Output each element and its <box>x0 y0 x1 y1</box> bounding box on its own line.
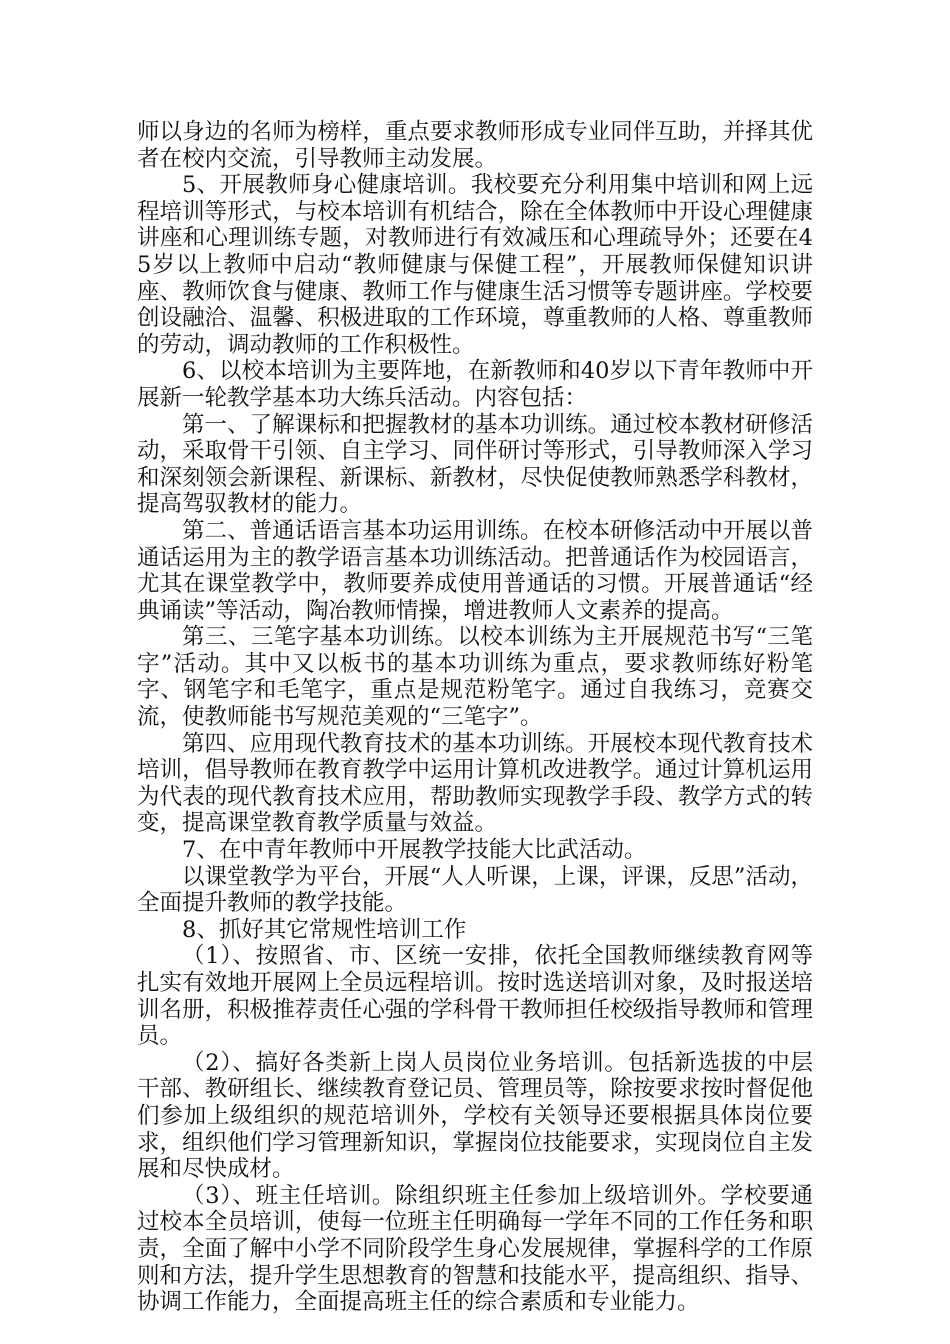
paragraph-item-8-1: （1）、按照省、市、区统一安排，依托全国教师继续教育网等扎实有效地开展网上全员远程培训。按时选送培训对象，及时报送培训名册，积极推荐责任心强的学科骨干教师担任校级指导教师和管理员。 <box>137 943 813 1050</box>
paragraph-item-8-3: （3）、班主任培训。除组织班主任参加上级培训外。学校要通过校本全员培训，使每一位班主任明确每一学年不同的工作任务和职责，全面了解中小学不同阶段学生身心发展规律，掌握科学的工作原则和方法，提升学生思想教育的智慧和技能水平，提高组织、指导、协调工作能力，全面提高班主任的综合素质和专业能力。 <box>137 1182 813 1316</box>
paragraph-item-7-detail: 以课堂教学为平台，开展“人人听课，上课，评课，反思”活动，全面提升教师的教学技能。 <box>137 863 813 917</box>
paragraph-sub-3: 第三、三笔字基本功训练。以校本训练为主开展规范书写“三笔字”活动。其中又以板书的基本功训练为重点，要求教师练好粉笔字、钢笔字和毛笔字，重点是规范粉笔字。通过自我练习，竞赛交流，使教师能书写规范美观的“三笔字”。 <box>137 624 813 731</box>
paragraph-item-5: 5、开展教师身心健康培训。我校要充分利用集中培训和网上远程培训等形式，与校本培训有机结合，除在全体教师中开设心理健康讲座和心理训练专题，对教师进行有效减压和心理疏导外；还要在45岁以上教师中启动“教师健康与保健工程”，开展教师保健知识讲座、教师饮食与健康、教师工作与健康生活习惯等专题讲座。学校要创设融洽、温馨、积极进取的工作环境，尊重教师的人格、尊重教师的劳动，调动教师的工作积极性。 <box>137 172 813 358</box>
paragraph-continuation: 师以身边的名师为榜样，重点要求教师形成专业同伴互助，并择其优者在校内交流，引导教师主动发展。 <box>137 119 813 172</box>
document-body <box>137 119 813 1316</box>
paragraph-item-6: 6、以校本培训为主要阵地，在新教师和40岁以下青年教师中开展新一轮教学基本功大练兵活动。内容包括： <box>137 358 813 411</box>
paragraph-item-8: 8、抓好其它常规性培训工作 <box>182 916 467 943</box>
paragraph-sub-2: 第二、普通话语言基本功运用训练。在校本研修活动中开展以普通话运用为主的教学语言基本功训练活动。把普通话作为校园语言，尤其在课堂教学中，教师要养成使用普通话的习惯。开展普通话“经典诵读”等活动，陶冶教师情操，增进教师人文素养的提高。 <box>137 517 813 624</box>
paragraph-item-8-2: （2）、搞好各类新上岗人员岗位业务培训。包括新选拔的中层干部、教研组长、继续教育登记员、管理员等，除按要求按时督促他们参加上级组织的规范培训外，学校有关领导还要根据具体岗位要求，组织他们学习管理新知识，掌握岗位技能要求，实现岗位自主发展和尽快成材。 <box>137 1049 813 1183</box>
paragraph-sub-1: 第一、了解课标和把握教材的基本功训练。通过校本教材研修活动，采取骨干引领、自主学习、同伴研讨等形式，引导教师深入学习和深刻领会新课程、新课标、新教材，尽快促使教师熟悉学科教材，提高驾驭教材的能力。 <box>137 411 813 518</box>
paragraph-item-7: 7、在中青年教师中开展教学技能大比武活动。 <box>182 837 647 864</box>
paragraph-sub-4: 第四、应用现代教育技术的基本功训练。开展校本现代教育技术培训，倡导教师在教育教学中运用计算机改进教学。通过计算机运用为代表的现代教育技术应用，帮助教师实现教学手段、教学方式的转变，提高课堂教育教学质量与效益。 <box>137 730 813 837</box>
